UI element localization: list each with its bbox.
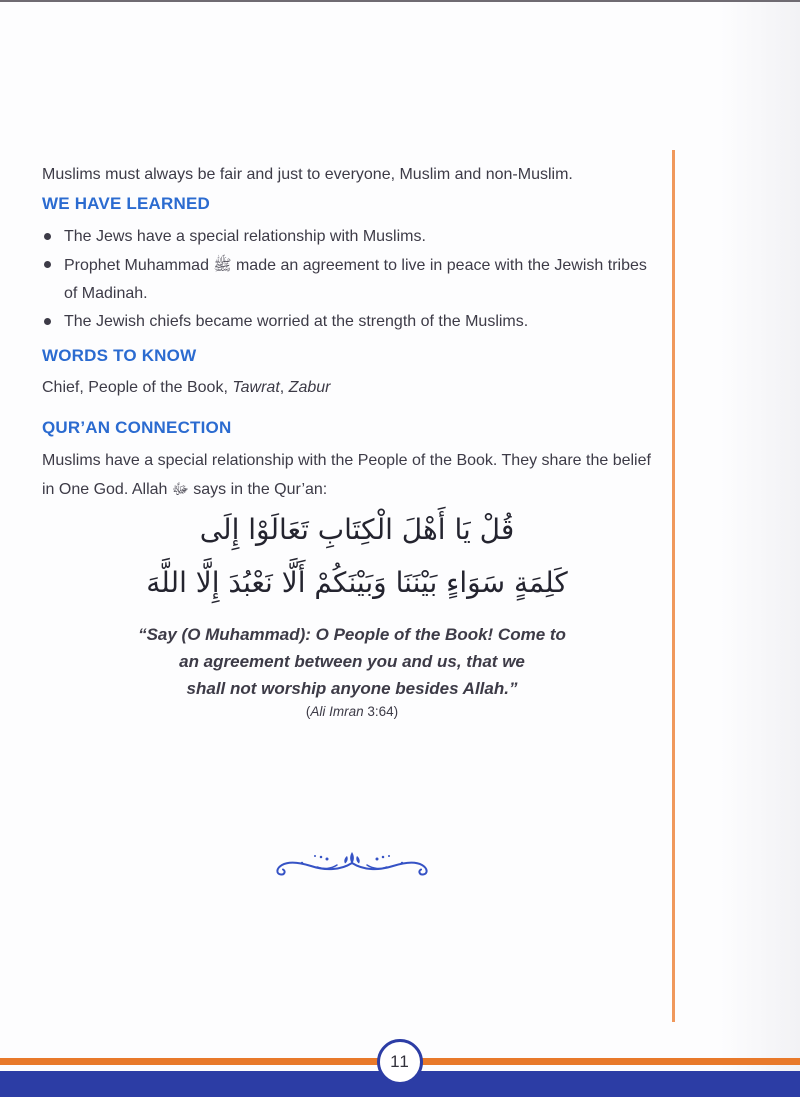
vocabulary-line [42, 375, 662, 401]
arabesque-divider-icon [267, 848, 437, 876]
translation-line: shall not worship anyone besides Allah.” [186, 679, 518, 698]
translation-line: an agreement between you and us, that we [179, 652, 525, 671]
vocab-term: Zabur [288, 379, 331, 396]
bullet-text: The Jewish chiefs became worried at the strength of the Muslims. [64, 313, 529, 330]
citation-source: Ali Imran [310, 704, 364, 719]
list-item [42, 251, 662, 308]
quran-connection-paragraph [42, 447, 662, 504]
vocab-term: Tawrat [232, 379, 280, 396]
we-have-learned-heading: WE HAVE LEARNED [42, 194, 210, 213]
section-we-have-learned [42, 194, 662, 336]
right-margin-rule [672, 150, 675, 1022]
list-item [42, 223, 662, 251]
bullet-dot-icon [44, 261, 51, 268]
list-item [42, 308, 662, 336]
citation-reference: 3:64) [363, 704, 399, 719]
vocab-separator: , [279, 379, 289, 396]
section-words-to-know [42, 346, 662, 401]
bullet-text: Prophet Muhammad [64, 257, 214, 274]
quran-connection-heading: QUR’AN CONNECTION [42, 418, 232, 437]
verse-citation [42, 704, 662, 719]
bullet-dot-icon [44, 318, 51, 325]
bullet-text: made an agreement to live in peace with the Jewish tribes of Madinah. [64, 257, 647, 302]
arabic-verse-line: قُلْ يَا أَهْلَ الْكِتَابِ تَعَالَوْا إِلَى [199, 513, 515, 546]
paragraph-text: Muslims have a special relationship with the People of the Book. They share the belief in One God. Allah [42, 452, 651, 498]
page-number: 11 [390, 1052, 410, 1071]
we-have-learned-list [42, 223, 662, 336]
page-number-badge [377, 1039, 423, 1085]
pbuh-honorific-icon: ﷺ [213, 256, 232, 274]
bullet-dot-icon [44, 233, 51, 240]
words-to-know-heading: WORDS TO KNOW [42, 346, 197, 365]
page-top-edge [0, 0, 800, 2]
arabic-verse-line: كَلِمَةٍ سَوَاءٍ بَيْنَنَا وَبَيْنَكُمْ أَلَّا نَعْبُدَ إِلَّا اللَّهَ [146, 566, 568, 599]
intro-paragraph: Muslims must always be fair and just to everyone, Muslim and non-Muslim. [42, 166, 573, 183]
ornament-container [42, 848, 662, 881]
quran-verse-translation [42, 621, 662, 702]
swt-honorific-icon: ﷻ [171, 480, 189, 498]
citation-paren: ( [305, 704, 311, 719]
bullet-text: The Jews have a special relationship with Muslims. [64, 228, 426, 245]
quran-verse-arabic [42, 503, 672, 609]
translation-line: “Say (O Muhammad): O People of the Book! Come to [138, 625, 566, 644]
paragraph-text: says in the Qur’an: [188, 481, 328, 498]
section-quran-connection [42, 418, 662, 504]
vocab-plain: Chief, People of the Book, [42, 379, 233, 396]
